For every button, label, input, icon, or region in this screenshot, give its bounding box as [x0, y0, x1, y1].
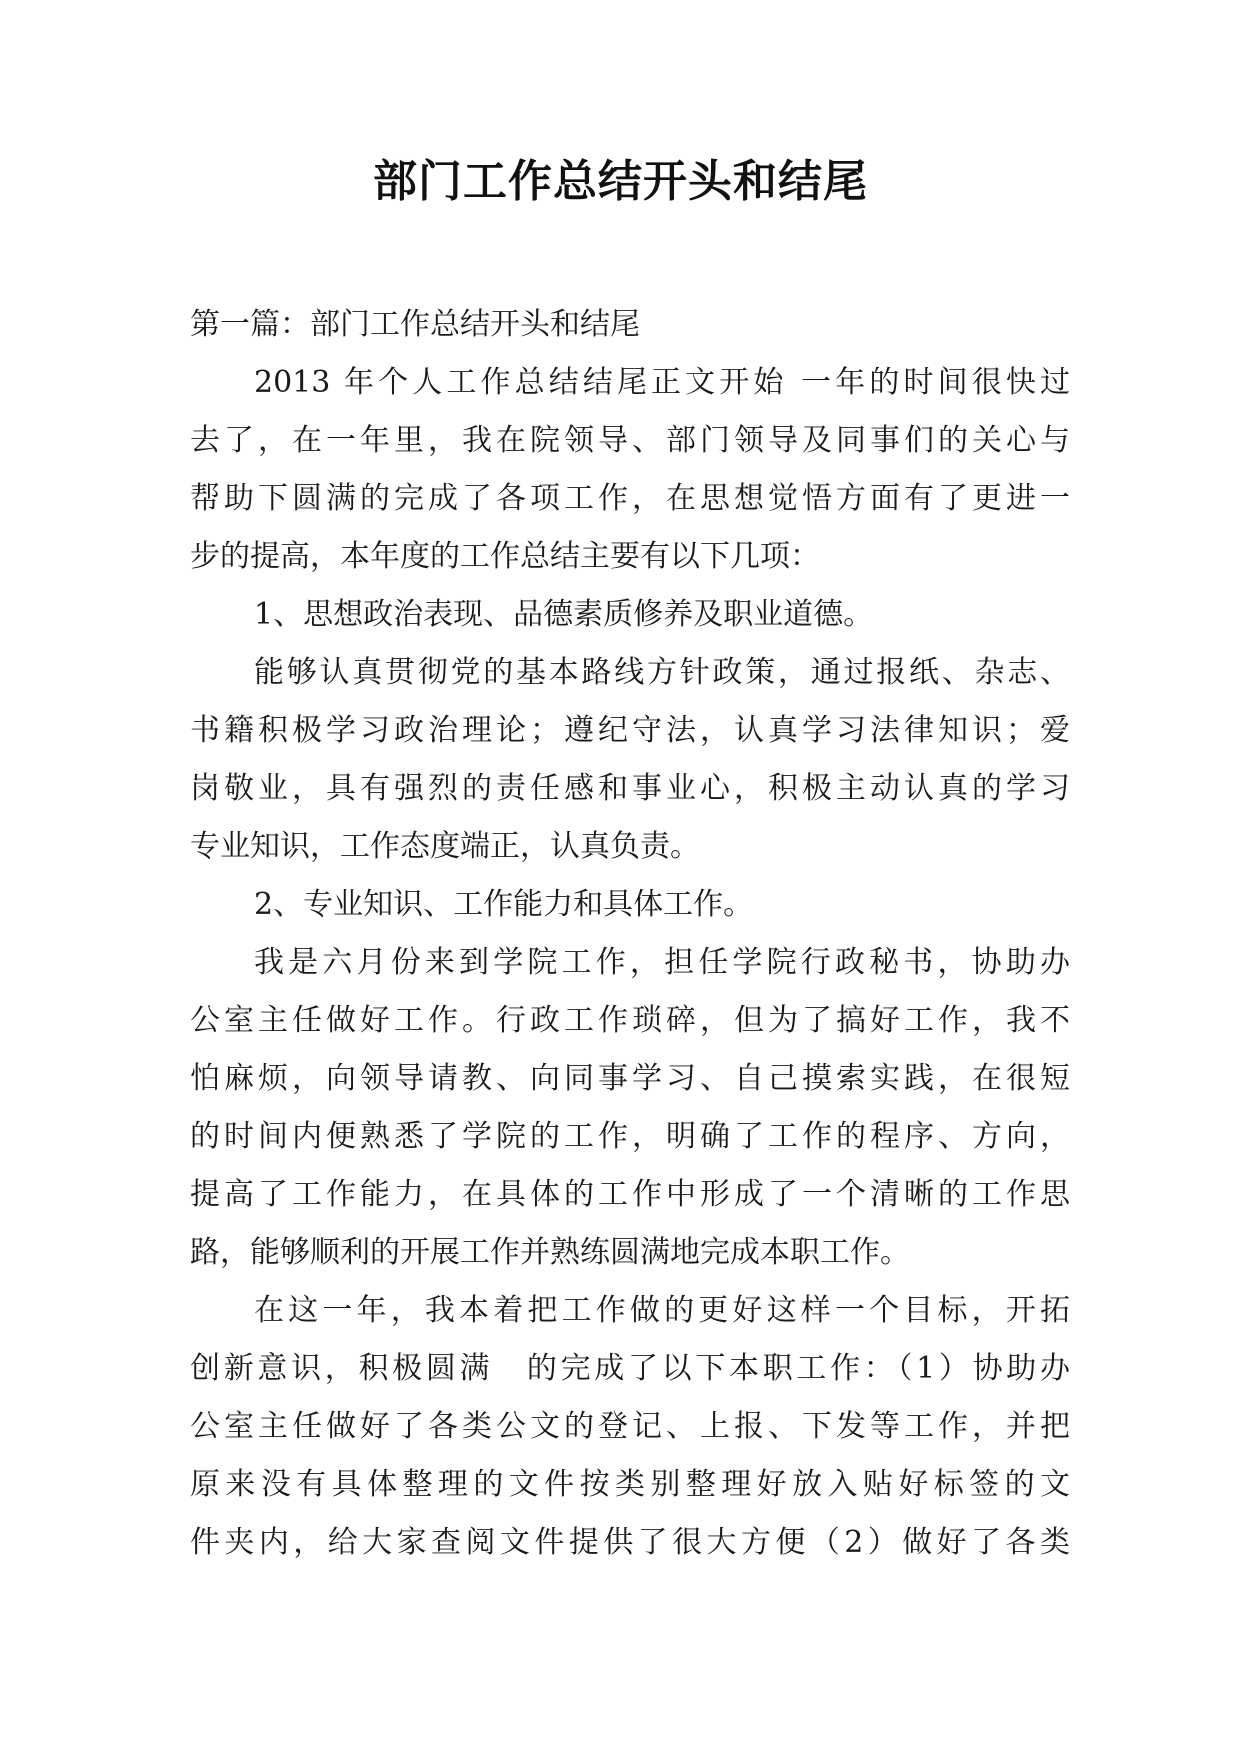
document-body: [190, 296, 1070, 1572]
text-line: 公室主任做好了各类公文的登记、上报、下发等工作，并把: [190, 1409, 1070, 1444]
text-line: 件夹内，给大家查阅文件提供了很大方便（2）做好了各类: [190, 1525, 1070, 1560]
text-line: 帮助下圆满的完成了各项工作，在思想觉悟方面有了更进一: [190, 481, 1070, 516]
text-line: 能够认真贯彻党的基本路线方针政策，通过报纸、杂志、: [254, 655, 1070, 690]
text-line: 2、专业知识、工作能力和具体工作。: [254, 887, 754, 922]
text-line: 原来没有具体整理的文件按类别整理好放入贴好标签的文: [190, 1467, 1070, 1502]
text-line: 1、思想政治表现、品德素质修养及职业道德。: [254, 597, 874, 632]
text-line: 的时间内便熟悉了学院的工作，明确了工作的程序、方向，: [190, 1119, 1070, 1154]
text-line: 在这一年，我本着把工作做的更好这样一个目标，开拓: [254, 1293, 1070, 1328]
text-line: 提高了工作能力，在具体的工作中形成了一个清晰的工作思: [190, 1177, 1070, 1212]
text-line: 书籍积极学习政治理论；遵纪守法，认真学习法律知识；爱: [190, 713, 1070, 748]
text-line: 怕麻烦，向领导请教、向同事学习、自己摸索实践，在很短: [190, 1061, 1070, 1096]
text-line: 2013 年个人工作总结结尾正文开始 一年的时间很快过: [254, 365, 1070, 400]
text-line: 专业知识，工作态度端正，认真负责。: [190, 829, 700, 864]
text-line: 步的提高，本年度的工作总结主要有以下几项：: [190, 539, 820, 574]
text-line: 路，能够顺利的开展工作并熟练圆满地完成本职工作。: [190, 1235, 910, 1270]
text-line: 创新意识，积极圆满 的完成了以下本职工作：（1）协助办: [190, 1351, 1070, 1386]
text-line: 我是六月份来到学院工作，担任学院行政秘书，协助办: [254, 945, 1070, 980]
text-line: 公室主任做好工作。行政工作琐碎，但为了搞好工作，我不: [190, 1003, 1070, 1038]
document-title: 部门工作总结开头和结尾: [373, 156, 868, 207]
text-line: 岗敬业，具有强烈的责任感和事业心，积极主动认真的学习: [190, 771, 1070, 806]
text-line: 第一篇：部门工作总结开头和结尾: [190, 307, 640, 342]
text-line: 去了，在一年里，我在院领导、部门领导及同事们的关心与: [190, 423, 1070, 458]
